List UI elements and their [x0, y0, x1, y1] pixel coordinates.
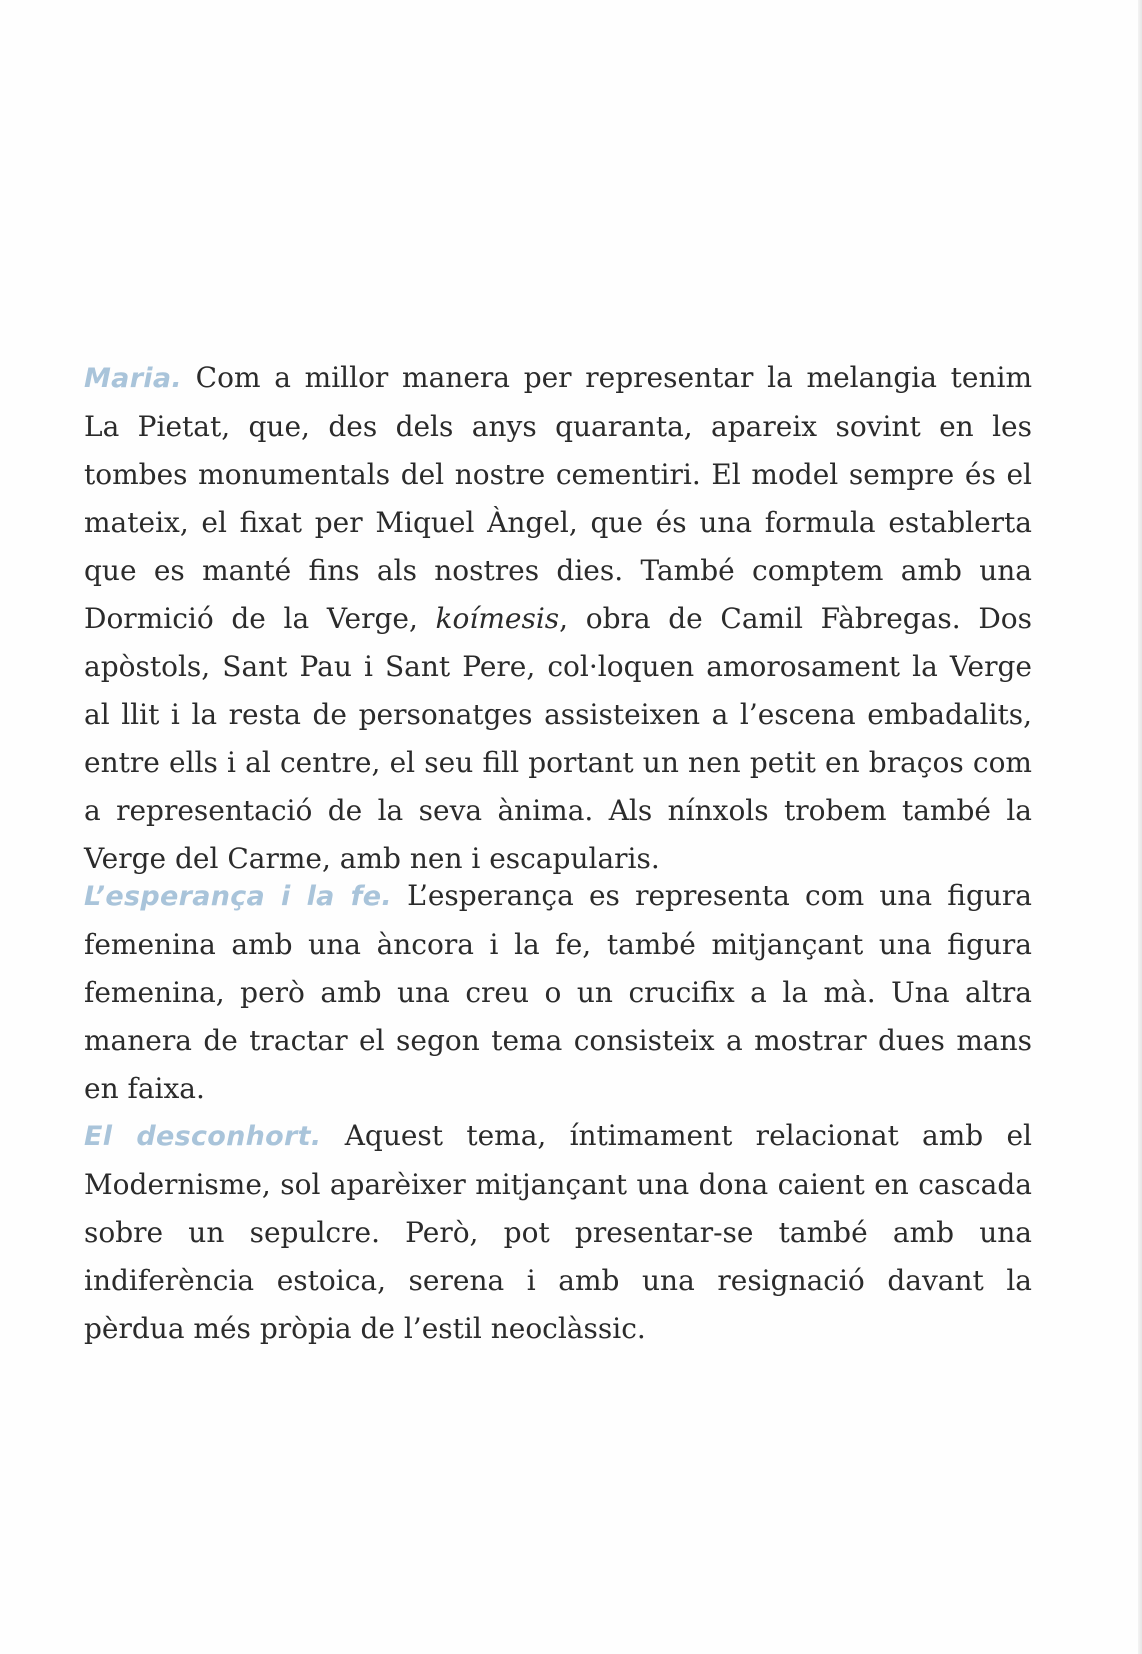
paragraph-maria	[84, 354, 1032, 883]
paragraph-text: L’esperança es representa com una figura femenina amb una àncora i la fe, també mitjançant una figura femenina, però amb una creu o un crucifix a la mà. Una altra manera de tractar el segon tema consisteix a mostrar dues mans en faixa.	[84, 879, 1032, 1105]
section-lead-maria: Maria.	[84, 363, 182, 394]
section-lead-esperanca: L’esperança i la fe.	[84, 881, 392, 912]
page-edge	[1138, 0, 1142, 1654]
paragraph-text-continued: , obra de Camil Fàbregas. Dos apòstols, Sant Pau i Sant Pere, col·loquen amorosament la Verge al llit i la resta de personatges assisteixen a l’escena embadalits, entre ells i al centre, el seu fill portant un nen petit en braços com a representació de la seva ànima. Als nínxols trobem també la Verge del Carme, amb nen i escapularis.	[84, 602, 1032, 875]
paragraph-text: Aquest tema, íntimament relacionat amb el Modernisme, sol aparèixer mitjançant una dona caient en cascada sobre un sepulcre. Però, pot presentar-se també amb una indiferència estoica, serena i amb una resignació davant la pèrdua més pròpia de l’estil neoclàssic.	[84, 1119, 1032, 1345]
paragraph-desconhort	[84, 1112, 1032, 1353]
section-lead-desconhort: El desconhort.	[84, 1121, 322, 1152]
paragraph-esperanca	[84, 872, 1032, 1113]
paragraph-text: Com a millor manera per representar la melangia tenim La Pietat, que, des dels anys quaranta, apareix sovint en les tombes monumentals del nostre cementiri. El model sempre és el mateix, el fixat per Miquel Àngel, que és una formula establerta que es manté fins als nostres dies. També comptem amb una Dormició de la Verge,	[84, 361, 1032, 635]
italic-term: koímesis	[435, 602, 560, 635]
